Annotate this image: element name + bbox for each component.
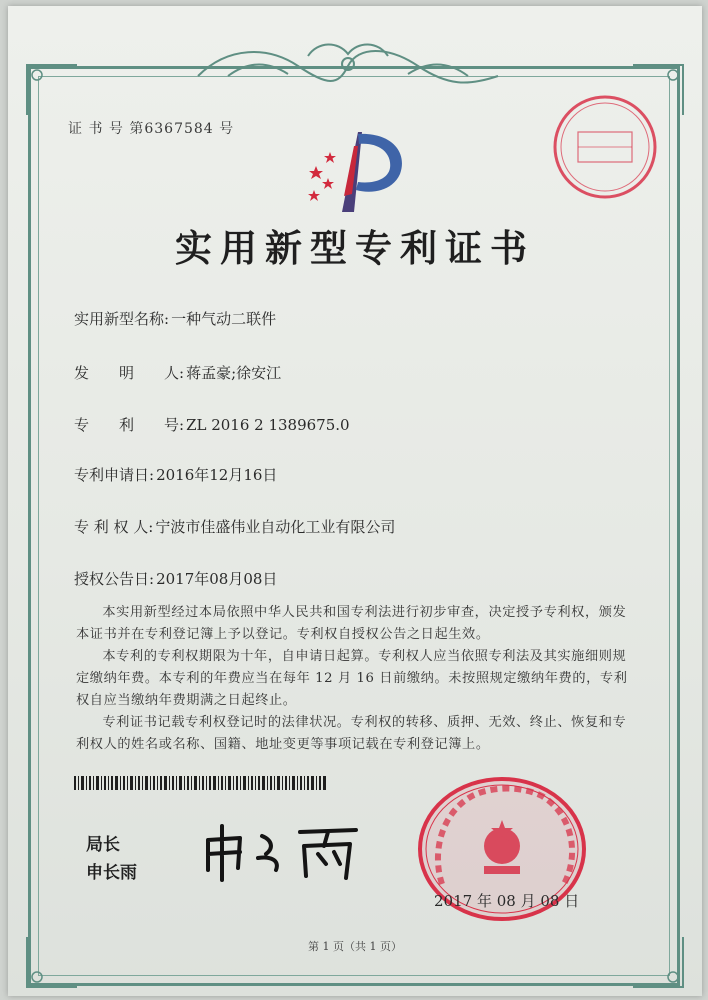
field-label: 专 利 号:: [74, 416, 185, 434]
field-value: 一种气动二联件: [171, 310, 277, 328]
field-label: 实用新型名称:: [74, 310, 170, 328]
field-value: 2017年08月08日: [156, 570, 278, 588]
certificate-number: 证 书 号 第6367584 号: [68, 121, 235, 137]
field-value: ZL 2016 2 1389675.0: [186, 416, 350, 434]
barcode: [74, 776, 326, 790]
field-label: 专利申请日:: [74, 466, 155, 484]
handwritten-signature: [196, 818, 376, 888]
director-title: 局长: [86, 835, 120, 855]
certificate-page: [8, 6, 702, 996]
field-label: 授权公告日:: [74, 570, 155, 588]
field-value: 蒋孟豪;徐安江: [186, 364, 282, 382]
field-utility-model-name: [74, 308, 276, 329]
director-name: 申长雨: [86, 863, 137, 883]
paragraph: 专利证书记载专利权登记时的法律状况。专利权的转移、质押、无效、终止、恢复和专利权人的姓名或名称、国籍、地址变更等事项记载在专利登记簿上。: [76, 715, 627, 752]
page-number: 第 1 页（共 1 页）: [308, 940, 402, 953]
seal-date: 2017 年 08 月 08 日: [434, 892, 580, 910]
certificate-title: 实用新型专利证书: [175, 227, 535, 270]
field-grant-date: [74, 568, 277, 589]
field-label: 发 明 人:: [74, 364, 185, 382]
top-ornament: [188, 36, 508, 96]
agency-seal-icon: [550, 92, 660, 202]
field-patent-number: [74, 414, 350, 435]
corner-ornament: [22, 60, 82, 120]
field-inventors: [74, 362, 281, 383]
field-value: 宁波市佳盛伟业自动化工业有限公司: [155, 518, 396, 536]
field-label: 专 利 权 人:: [74, 518, 154, 536]
field-value: 2016年12月16日: [156, 466, 278, 484]
paragraph: 本实用新型经过本局依照中华人民共和国专利法进行初步审查，决定授予专利权，颁发本证书并在专利登记簿上予以登记。专利权自授权公告之日起生效。: [76, 605, 627, 642]
field-application-date: [74, 464, 277, 485]
field-patentee: [74, 516, 395, 537]
paragraph: 本专利的专利权期限为十年，自申请日起算。专利权人应当依照专利法及其实施细则规定缴纳年费。本专利的年费应当在每年 12 月 16 日前缴纳。未按照规定缴纳年费的，专利权自应当缴纳年费期满之日起终止。: [76, 649, 628, 708]
patent-office-logo-icon: [296, 124, 416, 214]
